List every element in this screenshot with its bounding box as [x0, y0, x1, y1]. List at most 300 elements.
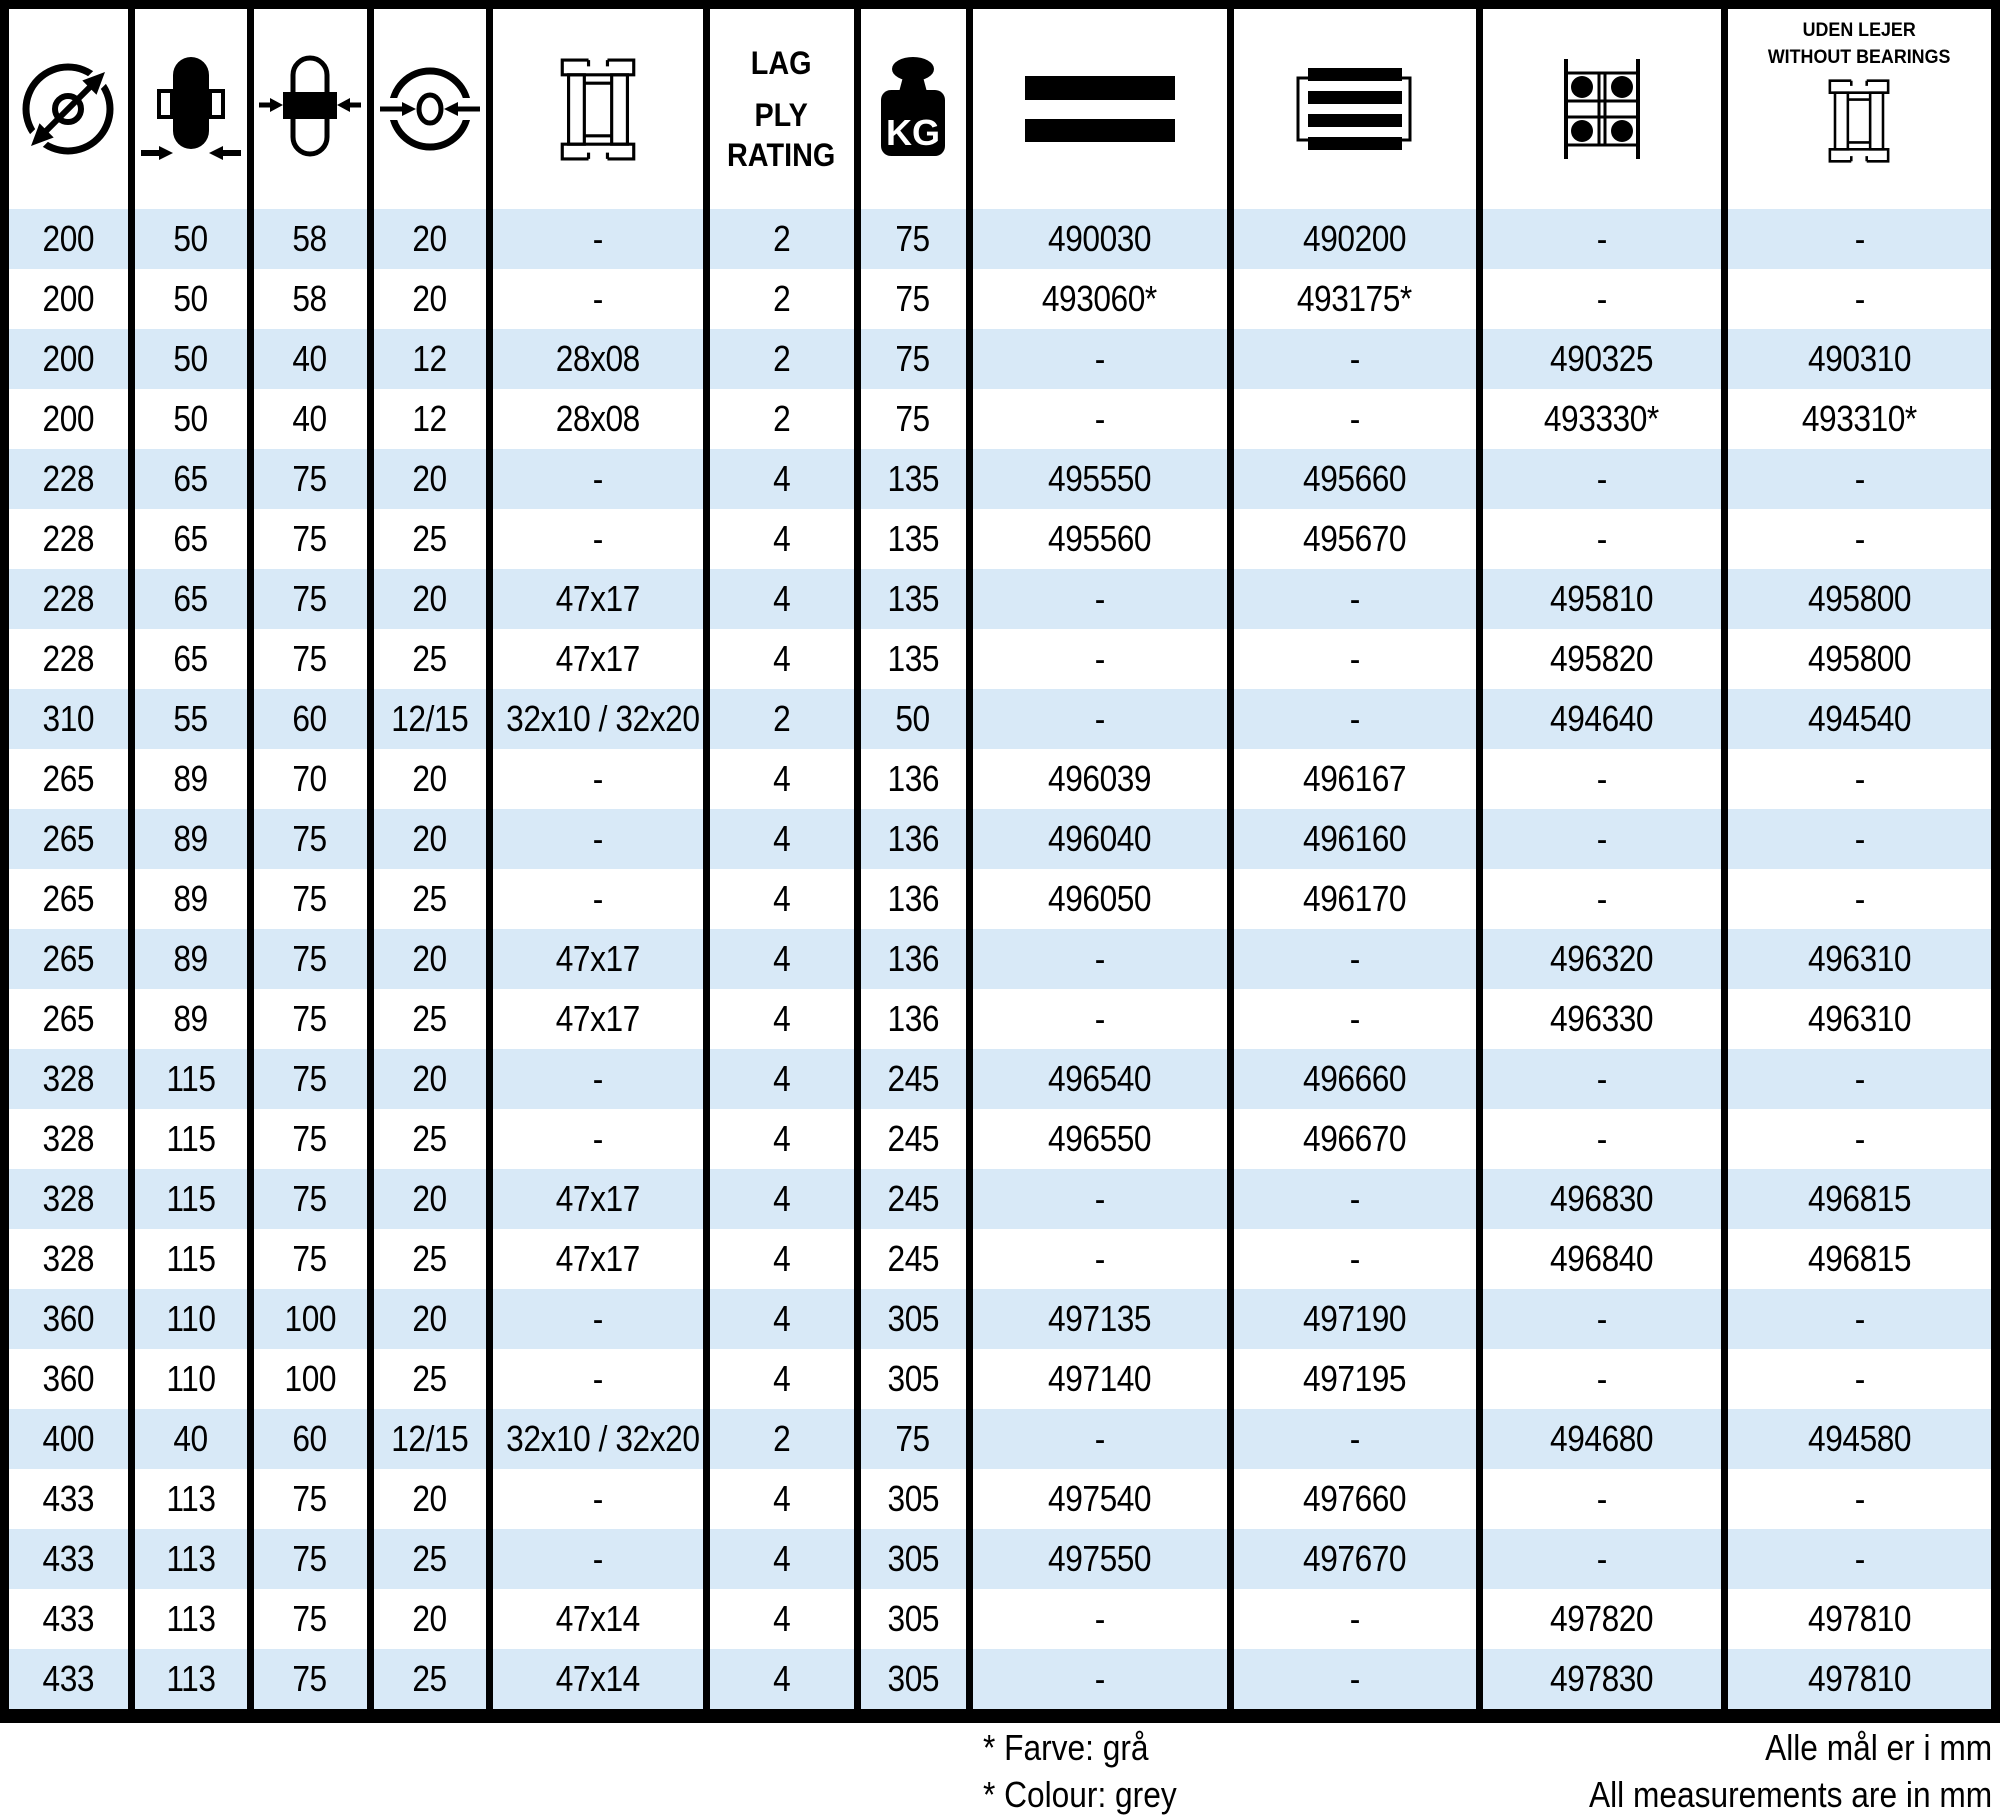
table-cell [1724, 689, 1991, 749]
table-cell [969, 689, 1230, 749]
table-row [9, 389, 1991, 449]
cell-value: 20 [412, 218, 447, 259]
cell-value: 490200 [1302, 218, 1407, 259]
cell-value: 200 [42, 338, 95, 379]
col-header-ball-bearing [1479, 9, 1724, 209]
table-cell [1724, 389, 1991, 449]
table-cell [489, 509, 706, 569]
cell-value: 496550 [1047, 1118, 1152, 1159]
cell-value: - [1349, 578, 1360, 619]
cell-value: 100 [284, 1298, 336, 1339]
table-cell [9, 1169, 131, 1229]
cell-value: 25 [412, 518, 447, 559]
table-cell [706, 809, 857, 869]
cell-value: 4 [772, 1538, 791, 1579]
table-cell [1724, 749, 1991, 809]
table-cell [489, 1289, 706, 1349]
cell-value: 433 [42, 1538, 95, 1579]
cell-value: 40 [292, 338, 328, 379]
cell-value: 25 [412, 638, 447, 679]
table-cell [489, 389, 706, 449]
ply-rating-line-en2: RATING [727, 137, 836, 173]
cell-value: 135 [887, 458, 939, 499]
table-cell [9, 1649, 131, 1709]
table-cell [969, 869, 1230, 929]
cell-value: 4 [772, 758, 791, 799]
cell-value: 433 [42, 1658, 95, 1699]
cell-value: 305 [887, 1538, 939, 1579]
cell-value: 497135 [1047, 1298, 1152, 1339]
cell-value: 4 [772, 1598, 791, 1639]
cell-value: 136 [887, 938, 939, 979]
table-cell [1724, 1169, 1991, 1229]
table-row [9, 1469, 1991, 1529]
table-cell [706, 329, 857, 389]
table-cell [706, 1169, 857, 1229]
cell-value: 20 [412, 1478, 447, 1519]
table-cell [250, 1649, 370, 1709]
bore-icon [378, 59, 482, 159]
table-cell [969, 1169, 1230, 1229]
table-cell [969, 329, 1230, 389]
cell-value: - [1349, 1418, 1360, 1459]
table-row [9, 449, 1991, 509]
table-cell [131, 269, 250, 329]
table-cell [969, 1229, 1230, 1289]
table-row [9, 269, 1991, 329]
table-cell [370, 329, 489, 389]
cell-value: 245 [887, 1178, 939, 1219]
table-cell [1724, 929, 1991, 989]
cell-value: 2 [772, 338, 791, 379]
cell-value: 490310 [1807, 338, 1911, 379]
cell-value: 75 [292, 578, 328, 619]
table-cell [489, 1349, 706, 1409]
table-cell [489, 749, 706, 809]
cell-value: 328 [42, 1118, 95, 1159]
cell-value: 200 [42, 278, 95, 319]
table-cell [706, 449, 857, 509]
cell-value: 328 [42, 1238, 95, 1279]
table-cell [1230, 389, 1479, 449]
cell-value: 135 [887, 518, 939, 559]
measurements-footnote [1589, 1724, 1992, 1818]
cell-value: 400 [42, 1418, 95, 1459]
cell-value: 115 [165, 1178, 216, 1219]
table-cell [489, 1109, 706, 1169]
cell-value: 4 [772, 818, 791, 859]
table-cell [857, 629, 969, 689]
cell-value: 496167 [1302, 758, 1407, 799]
cell-value: 496040 [1047, 818, 1152, 859]
cell-value: 25 [412, 1538, 447, 1579]
cell-value: 100 [284, 1358, 336, 1399]
table-cell [969, 509, 1230, 569]
cell-value: - [1094, 938, 1105, 979]
cell-value: 25 [412, 1238, 447, 1279]
cell-value: 50 [895, 698, 931, 739]
table-cell [1724, 1049, 1991, 1109]
table-row [9, 509, 1991, 569]
ply-rating-line-en1: PLY [754, 97, 809, 133]
table-cell [131, 509, 250, 569]
cell-value: 113 [165, 1598, 216, 1639]
cell-value: 40 [292, 398, 328, 439]
table-cell [370, 269, 489, 329]
cell-value: 495660 [1302, 458, 1407, 499]
cell-value: - [1094, 1238, 1105, 1279]
cell-value: 135 [887, 638, 939, 679]
table-cell [370, 989, 489, 1049]
cell-value: 496310 [1807, 938, 1911, 979]
cell-value: 310 [42, 698, 95, 739]
cell-value: 28x08 [555, 398, 640, 439]
cell-value: 20 [412, 1598, 447, 1639]
cell-value: 75 [292, 1538, 328, 1579]
cell-value: 305 [887, 1598, 939, 1639]
table-row [9, 989, 1991, 1049]
table-cell [489, 1229, 706, 1289]
table-cell [489, 869, 706, 929]
table-cell [1724, 1229, 1991, 1289]
table-cell [969, 389, 1230, 449]
cell-value: - [1854, 518, 1865, 559]
cell-value: 20 [412, 1058, 447, 1099]
cell-value: 496815 [1807, 1238, 1911, 1279]
cell-value: - [1596, 758, 1607, 799]
cell-value: 360 [42, 1358, 95, 1399]
table-cell [489, 329, 706, 389]
table-cell [1724, 1469, 1991, 1529]
cell-value: - [1349, 998, 1360, 1039]
cell-value: 60 [292, 698, 328, 739]
table-cell [9, 1109, 131, 1169]
table-cell [1479, 749, 1724, 809]
table-cell [1230, 1169, 1479, 1229]
table-cell [489, 269, 706, 329]
table-cell [857, 449, 969, 509]
cell-value: 75 [292, 938, 328, 979]
table-cell [1724, 509, 1991, 569]
cell-value: 245 [887, 1238, 939, 1279]
col-header-ply-rating [706, 9, 857, 209]
table-cell [1230, 869, 1479, 929]
table-cell [1230, 1409, 1479, 1469]
cell-value: 305 [887, 1478, 939, 1519]
diameter-icon [16, 57, 120, 161]
cell-value: - [1854, 1118, 1865, 1159]
table-cell [250, 1529, 370, 1589]
table-cell [1724, 809, 1991, 869]
table-cell [9, 389, 131, 449]
cell-value: 75 [292, 1478, 328, 1519]
table-cell [370, 749, 489, 809]
table-cell [706, 989, 857, 1049]
cell-value: - [1349, 338, 1360, 379]
table-cell [489, 1409, 706, 1469]
table-cell [857, 1289, 969, 1349]
cell-value: 496039 [1047, 758, 1152, 799]
cell-value: 47x17 [555, 998, 640, 1039]
table-cell [9, 869, 131, 929]
cell-value: - [1596, 818, 1607, 859]
table-cell [131, 929, 250, 989]
table-cell [370, 1109, 489, 1169]
cell-value: - [1854, 1538, 1865, 1579]
cell-value: 25 [412, 878, 447, 919]
table-cell [706, 1229, 857, 1289]
table-cell [250, 1229, 370, 1289]
cell-value: 12 [412, 338, 447, 379]
table-cell [1724, 269, 1991, 329]
ball-bearing-icon [1562, 59, 1642, 159]
table-cell [131, 569, 250, 629]
table-cell [250, 929, 370, 989]
table-cell [9, 1469, 131, 1529]
table-cell [857, 689, 969, 749]
cell-value: 40 [173, 1418, 208, 1459]
cell-value: 496830 [1549, 1178, 1654, 1219]
colour-footnote-en: * Colour: grey [983, 1774, 1177, 1815]
cell-value: 89 [173, 818, 208, 859]
table-cell [131, 809, 250, 869]
table-cell [489, 1589, 706, 1649]
table-cell [9, 449, 131, 509]
cell-value: 496540 [1047, 1058, 1152, 1099]
table-cell [706, 1349, 857, 1409]
table-cell [250, 1109, 370, 1169]
table-cell [969, 449, 1230, 509]
table-cell [1479, 509, 1724, 569]
table-cell [969, 809, 1230, 869]
cell-value: 75 [292, 518, 328, 559]
cell-value: 50 [173, 278, 208, 319]
table-cell [1479, 1049, 1724, 1109]
table-cell [1230, 809, 1479, 869]
table-cell [857, 1109, 969, 1169]
table-cell [969, 989, 1230, 1049]
table-cell [706, 1529, 857, 1589]
cell-value: 20 [412, 458, 447, 499]
cell-value: 496170 [1302, 878, 1407, 919]
cell-value: 496840 [1549, 1238, 1654, 1279]
cell-value: 265 [42, 878, 95, 919]
table-row [9, 689, 1991, 749]
cell-value: 65 [173, 518, 208, 559]
table-cell [857, 929, 969, 989]
table-cell [969, 1529, 1230, 1589]
table-cell [1479, 449, 1724, 509]
cell-value: 4 [772, 1658, 791, 1699]
table-cell [489, 929, 706, 989]
kg-label: KG [886, 112, 940, 153]
table-cell [1479, 869, 1724, 929]
cell-value: 70 [292, 758, 328, 799]
table-cell [9, 689, 131, 749]
cell-value: - [592, 1478, 603, 1519]
cell-value: 2 [772, 398, 791, 439]
cell-value: 115 [165, 1118, 216, 1159]
table-cell [131, 1649, 250, 1709]
table-cell [250, 389, 370, 449]
cell-value: 305 [887, 1298, 939, 1339]
cell-value: 497140 [1047, 1358, 1152, 1399]
cell-value: - [592, 1118, 603, 1159]
table-row [9, 809, 1991, 869]
cell-value: 4 [772, 1118, 791, 1159]
table-cell [250, 1409, 370, 1469]
table-cell [489, 1529, 706, 1589]
table-cell [131, 1169, 250, 1229]
table-cell [9, 269, 131, 329]
table-cell [9, 509, 131, 569]
table-cell [857, 1349, 969, 1409]
cell-value: 495800 [1807, 638, 1911, 679]
cell-value: 47x17 [555, 938, 640, 979]
cell-value: 60 [292, 1418, 328, 1459]
cell-value: 75 [895, 218, 931, 259]
table-cell [370, 1169, 489, 1229]
table-cell [857, 209, 969, 269]
table-cell [370, 1049, 489, 1109]
cell-value: 136 [887, 878, 939, 919]
cell-value: 4 [772, 1358, 791, 1399]
table-cell [969, 569, 1230, 629]
table-cell [370, 929, 489, 989]
table-cell [370, 1289, 489, 1349]
table-cell [706, 1049, 857, 1109]
table-cell [1479, 1229, 1724, 1289]
cell-value: 20 [412, 278, 447, 319]
cell-value: 497810 [1807, 1598, 1911, 1639]
table-cell [489, 449, 706, 509]
table-row [9, 749, 1991, 809]
cell-value: 135 [887, 578, 939, 619]
table-cell [1479, 269, 1724, 329]
cell-value: - [592, 518, 603, 559]
cell-value: 32x10 / 32x20 [505, 698, 700, 739]
col-header-wheel-diameter [9, 9, 131, 209]
cell-value: 4 [772, 578, 791, 619]
cell-value: 75 [292, 1238, 328, 1279]
table-row [9, 629, 1991, 689]
table-cell [250, 1589, 370, 1649]
cell-value: 12 [412, 398, 447, 439]
cell-value: 2 [772, 278, 791, 319]
cell-value: 25 [412, 1358, 447, 1399]
table-cell [857, 569, 969, 629]
table-cell [969, 749, 1230, 809]
table-cell [9, 329, 131, 389]
col-header-ribbed-tyre [1230, 9, 1479, 209]
table-cell [9, 929, 131, 989]
table-cell [131, 1289, 250, 1349]
table-cell [706, 1469, 857, 1529]
table-cell [9, 1409, 131, 1469]
cell-value: 75 [895, 278, 931, 319]
cell-value: 25 [412, 1658, 447, 1699]
table-cell [250, 1349, 370, 1409]
cell-value: - [592, 818, 603, 859]
table-cell [9, 1049, 131, 1109]
table-cell [1724, 629, 1991, 689]
table-cell [370, 1589, 489, 1649]
cell-value: 494580 [1807, 1418, 1911, 1459]
table-row [9, 1649, 1991, 1709]
cell-value: 89 [173, 998, 208, 1039]
cell-value: - [1349, 698, 1360, 739]
cell-value: 494680 [1549, 1418, 1654, 1459]
table-cell [1230, 269, 1479, 329]
cell-value: 200 [42, 218, 95, 259]
cell-value: - [592, 758, 603, 799]
table-cell [1230, 1589, 1479, 1649]
cell-value: 89 [173, 758, 208, 799]
table-cell [131, 1049, 250, 1109]
table-cell [250, 629, 370, 689]
product-table [9, 9, 1991, 1709]
cell-value: 75 [895, 1418, 931, 1459]
cell-value: 89 [173, 878, 208, 919]
cell-value: 20 [412, 578, 447, 619]
table-cell [250, 329, 370, 389]
table-cell [1724, 1649, 1991, 1709]
tread-width-icon [139, 55, 243, 163]
cell-value: - [1094, 698, 1105, 739]
table-cell [1724, 1529, 1991, 1589]
table-cell [9, 629, 131, 689]
cell-value: 495820 [1549, 638, 1654, 679]
cell-value: 75 [292, 638, 328, 679]
cell-value: 496050 [1047, 878, 1152, 919]
cell-value: 12/15 [390, 698, 469, 739]
cell-value: 265 [42, 758, 95, 799]
table-cell [706, 1649, 857, 1709]
cell-value: 4 [772, 878, 791, 919]
table-cell [250, 569, 370, 629]
cell-value: - [592, 1358, 603, 1399]
cell-value: 228 [42, 518, 95, 559]
table-cell [131, 1349, 250, 1409]
table-cell [706, 749, 857, 809]
cell-value: - [1596, 278, 1607, 319]
cell-value: - [1349, 398, 1360, 439]
cell-value: 4 [772, 1238, 791, 1279]
table-cell [9, 809, 131, 869]
table-cell [1230, 1109, 1479, 1169]
table-cell [1479, 569, 1724, 629]
table-cell [969, 1289, 1230, 1349]
cell-value: 328 [42, 1058, 95, 1099]
table-cell [969, 1349, 1230, 1409]
cell-value: 4 [772, 518, 791, 559]
table-cell [131, 749, 250, 809]
cell-value: 497195 [1302, 1358, 1407, 1399]
cell-value: 497670 [1302, 1538, 1407, 1579]
table-cell [1479, 1649, 1724, 1709]
table-row [9, 1589, 1991, 1649]
table-cell [1479, 329, 1724, 389]
table-cell [489, 209, 706, 269]
cell-value: 65 [173, 638, 208, 679]
table-cell [1479, 1589, 1724, 1649]
table-cell [370, 689, 489, 749]
cell-value: 65 [173, 578, 208, 619]
cell-value: 433 [42, 1478, 95, 1519]
colour-footnote [983, 1724, 1177, 1818]
table-cell [250, 809, 370, 869]
cell-value: 328 [42, 1178, 95, 1219]
